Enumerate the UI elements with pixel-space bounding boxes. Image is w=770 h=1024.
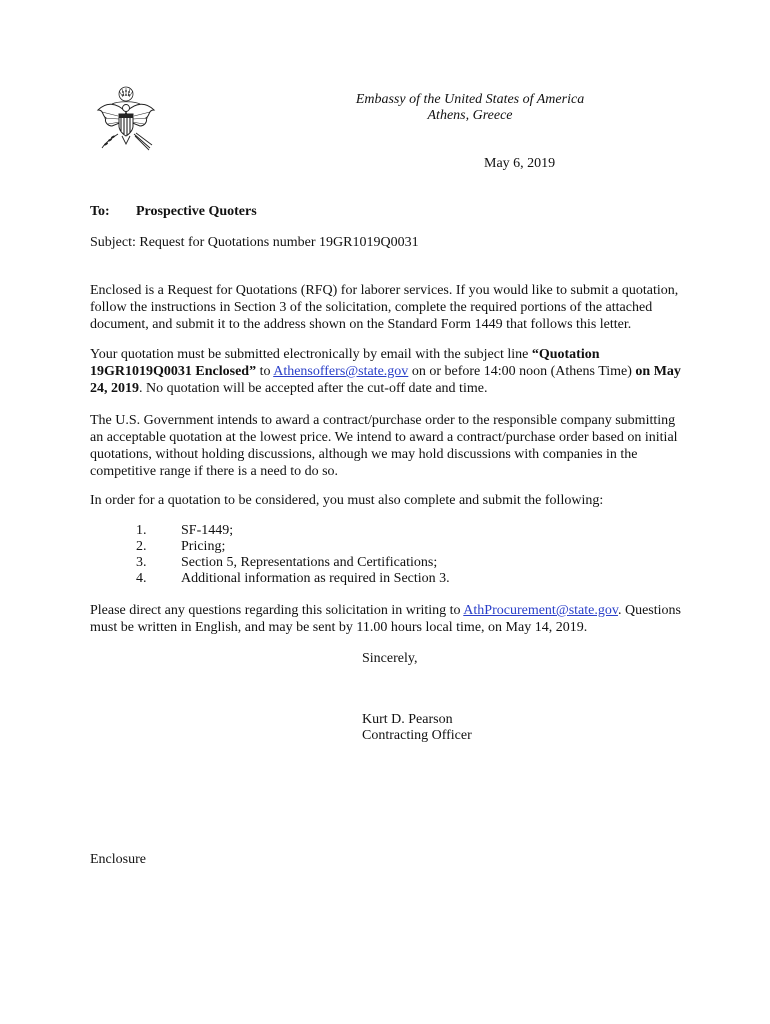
great-seal-icon	[92, 82, 176, 166]
list-item	[136, 539, 450, 555]
list-number: 3.	[136, 555, 147, 570]
letter-date: May 6, 2019	[484, 156, 556, 171]
recipient: Prospective Quoters	[136, 204, 257, 219]
submission-text-4: . No quotation will be accepted after the cut-off date and time.	[139, 381, 488, 396]
signature-block	[362, 712, 472, 744]
signer-title: Contracting Officer	[362, 728, 472, 743]
list-text: SF-1449;	[181, 523, 234, 538]
email-subject-line: “Quotation 19GR1019Q0031 Enclosed”	[90, 347, 600, 379]
list-number: 4.	[136, 571, 147, 586]
requirements-list	[136, 523, 450, 587]
list-item	[136, 571, 450, 587]
embassy-name: Embassy of the United States of America	[355, 92, 585, 107]
closing: Sincerely,	[362, 651, 418, 666]
paragraph-requirements: In order for a quotation to be considered, you must also complete and submit the following:	[90, 493, 604, 508]
list-text: Additional information as required in Section 3.	[181, 571, 450, 586]
list-item	[136, 523, 450, 539]
paragraph-intro: Enclosed is a Request for Quotations (RFQ) for laborer services. If you would like to submit a quotation, follow the instructions in Section 3 of the solicitation, complete the required portions of the attached document, and submit it to the address shown on the Standard Form 1449 that follows this letter.	[90, 283, 679, 332]
athensoffers-email-link[interactable]: Athensoffers@state.gov	[273, 364, 409, 379]
questions-text-2: . Questions must be written in English, and may be sent by 11.00 hours local time, on May 14, 2019.	[90, 603, 681, 635]
paragraph-questions	[90, 602, 690, 636]
enclosure-note: Enclosure	[90, 852, 146, 867]
list-item	[136, 555, 450, 571]
recipient-line	[90, 203, 257, 220]
list-number: 2.	[136, 539, 147, 554]
embassy-address	[300, 92, 640, 124]
list-number: 1.	[136, 523, 147, 538]
submission-text-3: on or before 14:00 noon (Athens Time)	[408, 364, 636, 379]
athprocurement-email-link[interactable]: AthProcurement@state.gov	[463, 603, 618, 618]
embassy-location: Athens, Greece	[427, 108, 513, 123]
paragraph-submission	[90, 346, 690, 397]
questions-text-1: Please direct any questions regarding this solicitation in writing to	[90, 603, 464, 618]
to-label: To:	[90, 204, 110, 219]
paragraph-award: The U.S. Government intends to award a contract/purchase order to the responsible company submitting an acceptable quotation at the lowest price. We intend to award a contract/purchase order based on initial quotations, without holding discussions, although we may hold discussions with companies in the competitive range if there is a need to do so.	[90, 413, 678, 479]
signer-name: Kurt D. Pearson	[362, 712, 453, 727]
list-text: Pricing;	[181, 539, 226, 554]
deadline-date: on May 24, 2019	[90, 364, 681, 396]
subject-line: Subject: Request for Quotations number 19GR1019Q0031	[90, 235, 419, 250]
list-text: Section 5, Representations and Certifications;	[181, 555, 438, 570]
submission-text-2: to	[256, 364, 274, 379]
submission-text-1: Your quotation must be submitted electronically by email with the subject line	[90, 347, 532, 362]
